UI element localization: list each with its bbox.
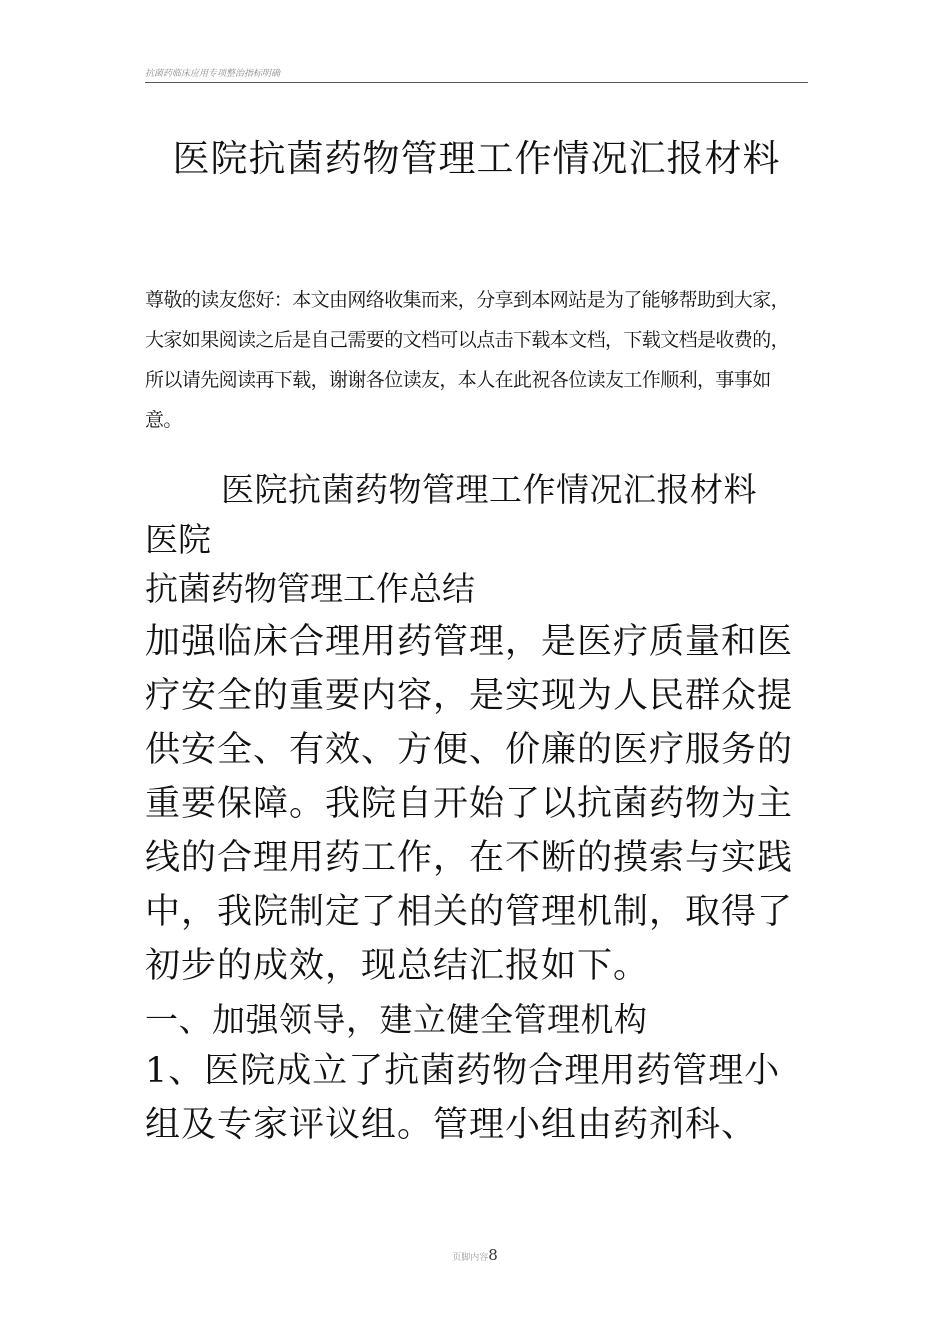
reader-notice: 尊敬的读友您好：本文由网络收集而来，分享到本网站是为了能够帮助到大家，大家如果阅读之后是自己需要的文档可以点击下载本文档，下载文档是收费的，所以请先阅读再下载，谢谢各位读友，本人在此祝各位读友工作顺利，事事如意。 [145, 289, 790, 431]
hospital-line: 医院 [145, 520, 211, 559]
page-footer [0, 1245, 950, 1264]
document-title: 医院抗菌药物管理工作情况汇报材料 [172, 137, 781, 180]
paragraph-intro: 加强临床合理用药管理，是医疗质量和医疗安全的重要内容，是实现为人民群众提供安全、有效、方便、价廉的医疗服务的重要保障。我院自开始了以抗菌药物为主线的合理用药工作，在不断的摸索与实践中，我院制定了相关的管理机制，取得了初步的成效，现总结汇报如下。 [145, 622, 794, 986]
page-number: 8 [488, 1246, 498, 1264]
document-body [145, 465, 808, 1152]
summary-line: 抗菌药物管理工作总结 [145, 569, 475, 608]
running-header-title: 抗菌药临床应用专项整治指标明确 [145, 69, 281, 79]
body-heading: 医院抗菌药物管理工作情况汇报材料 [221, 470, 757, 509]
footer-label: 页脚内容 [452, 1253, 489, 1263]
paragraph-section-1: 1、医院成立了抗菌药物合理用药管理小组及专家评议组。管理小组由药剂科、 [145, 1051, 781, 1145]
page-header [145, 66, 808, 83]
section-heading-1: 一、加强领导，建立健全管理机构 [145, 1000, 648, 1039]
